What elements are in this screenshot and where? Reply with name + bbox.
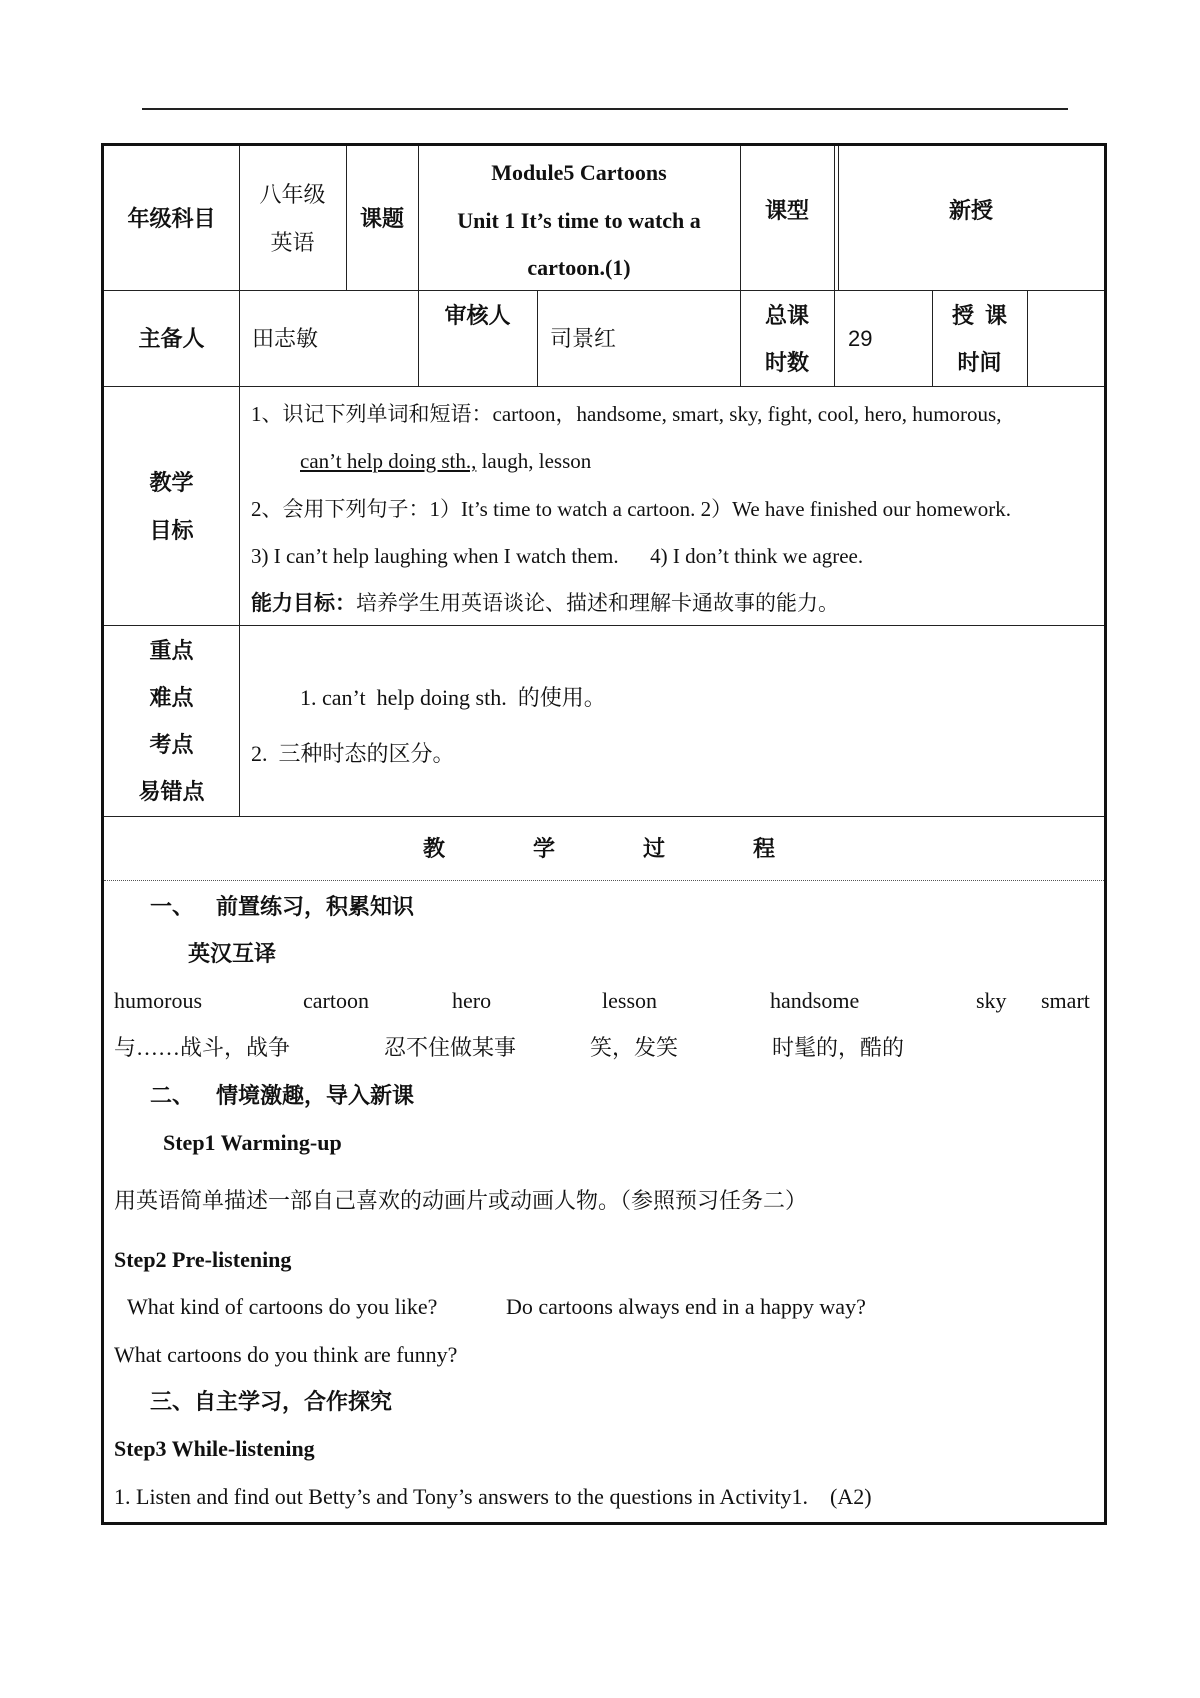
vocab-en-7: smart — [1041, 988, 1090, 1013]
grade-subject-label: 年级科目 — [127, 206, 216, 231]
key-points-label-1: 重点 — [149, 638, 194, 663]
topic-line-2: Unit 1 It’s time to watch a — [457, 208, 701, 233]
type-label: 课型 — [764, 198, 809, 223]
row-divider-5 — [104, 880, 1104, 881]
vocab-en-6: sky — [976, 988, 1007, 1013]
topic-label: 课题 — [359, 206, 404, 231]
process-header-char-3: 过 — [642, 836, 665, 861]
step-1-text: 用英语简单描述一部自己喜欢的动画片或动画人物。（参照预习任务二） — [114, 1188, 808, 1213]
objective-phrase-underlined: can’t help doing sth., — [300, 449, 477, 473]
objectives-label-2: 目标 — [149, 518, 194, 543]
section-1-title: 一、 前置练习，积累知识 — [150, 894, 415, 919]
step-1-title: Step1 Warming-up — [163, 1130, 342, 1155]
col-divider-r1d — [834, 146, 835, 386]
ability-objective-label: 能力目标： — [251, 591, 356, 615]
reviewer-value: 司景红 — [550, 326, 617, 351]
ability-objective-text: 培养学生用英语谈论、描述和理解卡通故事的能力。 — [356, 591, 839, 615]
objective-line-2 — [300, 438, 591, 484]
process-header-char-1: 教 — [422, 836, 445, 861]
topic-line-3: cartoon.(1) — [527, 255, 631, 280]
type-value: 新授 — [948, 198, 993, 223]
row-divider-4 — [104, 816, 1104, 817]
objective-line-5 — [251, 580, 839, 626]
process-header-char-2: 学 — [532, 836, 555, 861]
objective-line-3: 2、会用下列句子：1）It’s time to watch a cartoon. 2）We have finished our homework. — [251, 497, 1011, 521]
total-hours-value: 29 — [848, 326, 873, 351]
key-point-item-2: 2. 三种时态的区分。 — [251, 741, 455, 766]
teaching-time-label-2: 时间 — [957, 350, 1002, 375]
topic-line-1: Module5 Cartoons — [491, 160, 667, 185]
preparer-label: 主备人 — [138, 326, 205, 351]
preparer-value: 田志敏 — [252, 326, 319, 351]
vocab-zh-3: 笑，发笑 — [590, 1035, 679, 1060]
vocab-zh-1: 与……战斗，战争 — [114, 1035, 291, 1060]
objectives-label-1: 教学 — [149, 470, 194, 495]
subject-value: 英语 — [270, 230, 315, 255]
objective-line-4: 3) I can’t help laughing when I watch them. 4) I don’t think we agree. — [251, 544, 864, 568]
step-2-question-2: Do cartoons always end in a happy way? — [506, 1294, 866, 1319]
key-points-label-4: 易错点 — [138, 779, 205, 804]
objective-line-2-rest: laugh, lesson — [476, 449, 592, 473]
step-3-item-1: 1. Listen and find out Betty’s and Tony’s answers to the questions in Activity1. (A2) — [114, 1484, 872, 1509]
col-divider-r2a — [537, 290, 538, 386]
reviewer-label: 审核人 — [444, 303, 511, 328]
section-3-title: 三、自主学习，合作探究 — [150, 1389, 393, 1414]
section-2-title: 二、 情境激趣，导入新课 — [150, 1083, 415, 1108]
page-header-rule — [142, 108, 1068, 110]
objective-line-1: 1、识记下列单词和短语：cartoon，handsome, smart, sky, fight, cool, hero, humorous, — [251, 402, 1002, 426]
step-2-title: Step2 Pre-listening — [114, 1247, 292, 1272]
vocab-en-3: hero — [452, 988, 492, 1013]
vocab-zh-2: 忍不住做某事 — [384, 1035, 517, 1060]
vocab-zh-4: 时髦的，酷的 — [772, 1035, 905, 1060]
col-divider-r2c — [1027, 290, 1028, 386]
key-points-label-3: 考点 — [149, 732, 194, 757]
row-divider-2 — [104, 386, 1104, 387]
vocab-en-1: humorous — [114, 988, 202, 1013]
process-header-char-4: 程 — [752, 836, 775, 861]
key-points-label-2: 难点 — [149, 685, 194, 710]
key-point-item-1: 1. can’t help doing sth. 的使用。 — [300, 685, 606, 710]
vocab-en-2: cartoon — [303, 988, 369, 1013]
step-3-title: Step3 While-listening — [114, 1436, 315, 1461]
vocab-en-4: lesson — [602, 988, 657, 1013]
total-hours-label-1: 总课 — [764, 303, 809, 328]
total-hours-label-2: 时数 — [764, 350, 809, 375]
step-2-question-3: What cartoons do you think are funny? — [114, 1342, 458, 1367]
step-2-question-1: What kind of cartoons do you like? — [127, 1294, 438, 1319]
grade-value: 八年级 — [259, 182, 326, 207]
sub-1-title: 英汉互译 — [188, 941, 277, 966]
teaching-time-label-1: 授 课 — [951, 303, 1007, 328]
vocab-en-5: handsome — [770, 988, 860, 1013]
